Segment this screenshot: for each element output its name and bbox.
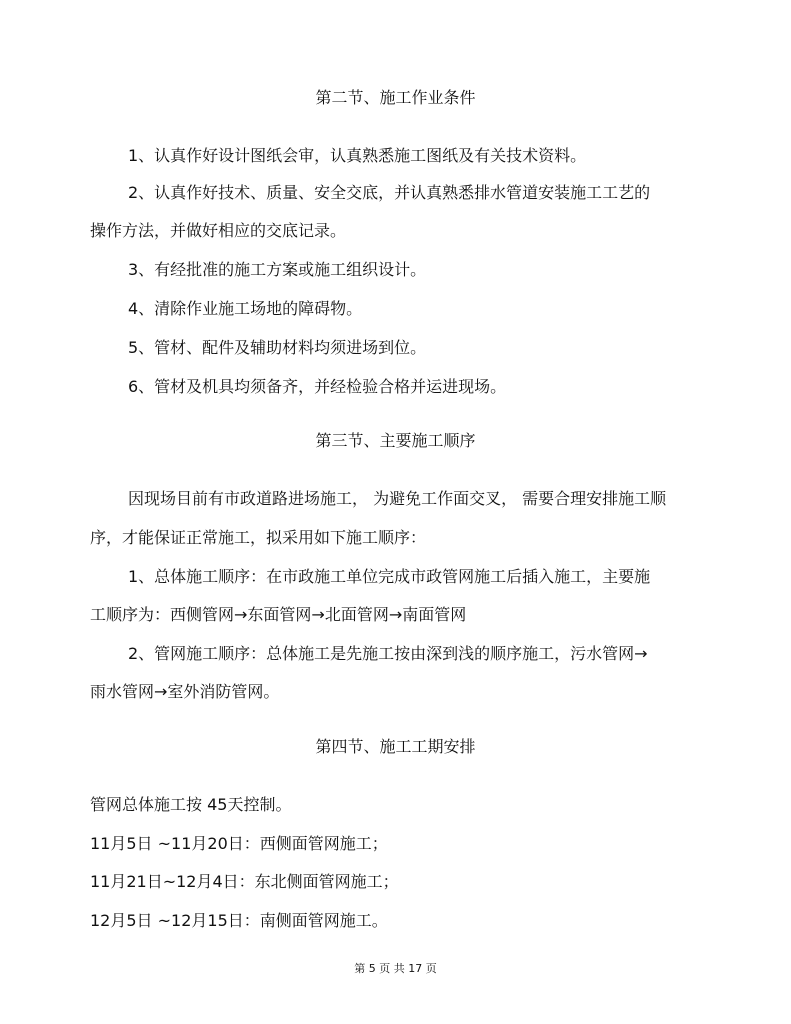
paragraph-line: 6、管材及机具均须备齐，并经检验合格并运进现场。 bbox=[128, 377, 507, 396]
paragraph-line: 序，才能保证正常施工，拟采用如下施工顺序： bbox=[90, 528, 427, 547]
schedule-line: 11月21日~12月4日：东北侧面管网施工； bbox=[90, 872, 399, 891]
page-number-footer: 第 5 页 共 17 页 bbox=[354, 962, 437, 975]
paragraph-line: 雨水管网→室外消防管网。 bbox=[90, 682, 280, 701]
paragraph-line: 管网总体施工按 45天控制。 bbox=[90, 795, 292, 814]
schedule-line: 11月5日 ~11月20日：西侧面管网施工； bbox=[90, 834, 388, 853]
paragraph-line: 5、管材、配件及辅助材料均须进场到位。 bbox=[128, 338, 427, 357]
paragraph-line: 工顺序为：西侧管网→东面管网→北面管网→南面管网 bbox=[90, 605, 467, 624]
section-heading-2: 第二节、施工作业条件 bbox=[315, 88, 476, 107]
schedule-line: 12月5日 ~12月15日：南侧面管网施工。 bbox=[90, 911, 388, 930]
paragraph-line: 3、有经批准的施工方案或施工组织设计。 bbox=[128, 260, 427, 279]
paragraph-line: 1、总体施工顺序：在市政施工单位完成市政管网施工后插入施工，主要施 bbox=[128, 567, 651, 586]
paragraph-line: 操作方法，并做好相应的交底记录。 bbox=[90, 221, 347, 240]
paragraph-line: 4、清除作业施工场地的障碍物。 bbox=[128, 299, 363, 318]
paragraph-line: 2、认真作好技术、质量、安全交底，并认真熟悉排水管道安装施工工艺的 bbox=[128, 183, 651, 202]
paragraph-line: 2、管网施工顺序：总体施工是先施工按由深到浅的顺序施工，污水管网→ bbox=[128, 644, 648, 663]
section-heading-4: 第四节、施工工期安排 bbox=[315, 737, 476, 756]
section-heading-3: 第三节、主要施工顺序 bbox=[315, 431, 476, 450]
paragraph-line: 因现场目前有市政道路进场施工， 为避免工作面交叉， 需要合理安排施工顺 bbox=[128, 489, 667, 508]
paragraph-line: 1、认真作好设计图纸会审，认真熟悉施工图纸及有关技术资料。 bbox=[128, 146, 587, 165]
